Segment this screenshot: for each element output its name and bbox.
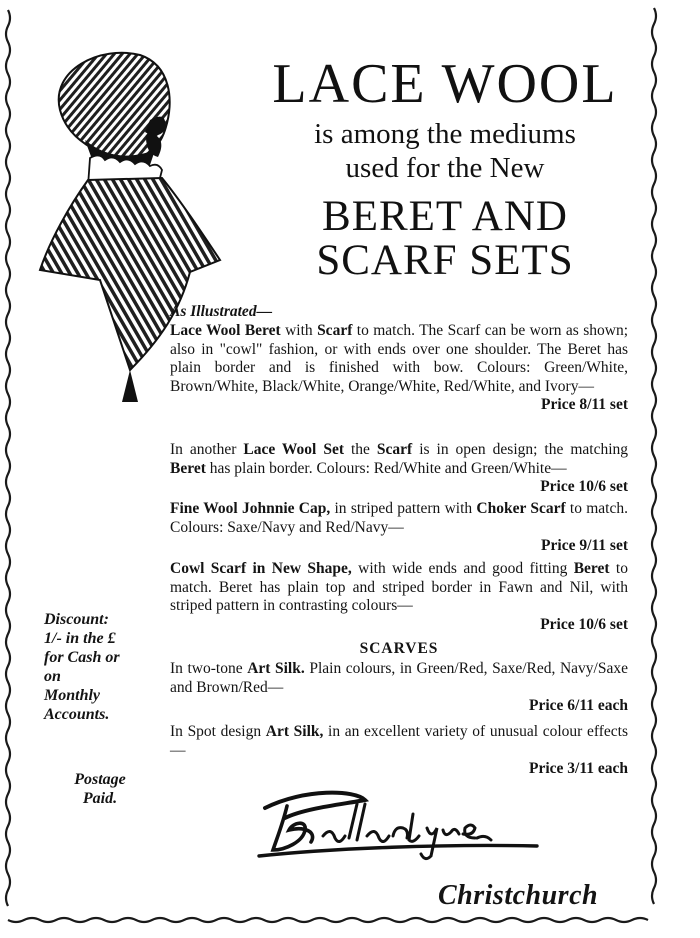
product-highlight: Scarf xyxy=(317,322,353,339)
discount-note xyxy=(44,610,164,724)
discount-line: Discount: xyxy=(44,611,109,628)
product-price: Price 10/6 set xyxy=(540,615,628,633)
headline-beret-and: BERET AND xyxy=(322,193,568,240)
product-text: with xyxy=(280,322,318,339)
product-price: Price 3/11 each xyxy=(529,760,628,777)
ballantynes-signature-logo xyxy=(245,778,545,868)
product-text: is in open design; the matching xyxy=(412,441,629,458)
product-two-tone-art-silk xyxy=(170,660,628,716)
product-spot-art-silk xyxy=(170,723,628,779)
product-text: Plain colours, in Green/Red, Saxe/Red, Navy/Saxe and Brown/Red— xyxy=(170,660,628,696)
product-price: Price 9/11 set xyxy=(541,537,628,554)
product-text: In Spot design xyxy=(170,723,266,740)
discount-line: for Cash or xyxy=(44,649,120,666)
headline-scarf-sets: SCARF SETS xyxy=(316,237,574,284)
product-price: Price 10/6 set xyxy=(540,478,628,495)
product-text: In another xyxy=(170,441,244,458)
discount-line: Monthly xyxy=(44,687,101,704)
product-text: to match. The Scarf can be worn as shown; also in "cowl" fashion, or with ends over one shoulder. The Beret has plain border and is finished with bow. Colours: Green/White, Brown/White, Black/White, Orange/White, Red/White, and Ivory— xyxy=(170,322,628,395)
headline-lace-wool: LACE WOOL xyxy=(272,53,618,115)
discount-line: Accounts. xyxy=(44,706,110,723)
product-name: Art Silk, xyxy=(265,723,324,740)
product-text: to match. Beret has plain top and striped border in Fawn and Nil, with striped pattern in contrasting colours— xyxy=(170,560,628,614)
headline-subtitle-line1: is among the mediums xyxy=(314,118,576,150)
postage-line: Paid. xyxy=(82,790,118,807)
product-text: the xyxy=(344,441,377,458)
product-highlight: Beret xyxy=(170,459,206,477)
city-christchurch: Christchurch xyxy=(438,880,599,911)
postage-line: Postage xyxy=(74,771,126,788)
product-highlight: Choker Scarf xyxy=(476,500,566,517)
product-text: has plain border. Colours: Red/White and Green/White— xyxy=(205,459,567,477)
product-lace-wool-beret xyxy=(170,322,628,415)
product-text: in an excellent variety of unusual colour effects— xyxy=(170,723,629,759)
product-cowl-scarf xyxy=(170,560,628,634)
product-highlight: Scarf xyxy=(376,441,413,458)
product-name: Lace Wool Set xyxy=(243,441,345,458)
product-name: Art Silk. xyxy=(247,660,305,677)
headline-subtitle-line2: used for the New xyxy=(345,152,545,184)
product-text: in striped pattern with xyxy=(330,500,477,517)
product-name: Cowl Scarf in New Shape, xyxy=(170,560,352,577)
product-text: with wide ends and good fitting xyxy=(351,560,574,577)
discount-line: 1/- in the £ xyxy=(44,630,116,647)
product-name: Fine Wool Johnnie Cap, xyxy=(170,500,331,517)
product-name: Lace Wool Beret xyxy=(170,322,281,339)
product-johnnie-cap xyxy=(170,500,628,556)
product-price: Price 8/11 set xyxy=(541,396,628,413)
product-text: In two-tone xyxy=(170,660,248,677)
product-highlight: Beret xyxy=(573,560,610,577)
intro-as-illustrated: As Illustrated— xyxy=(170,303,273,320)
product-lace-wool-set xyxy=(170,441,628,497)
product-text: to match. Colours: Saxe/Navy and Red/Navy— xyxy=(170,500,628,536)
discount-line: on xyxy=(44,668,61,685)
postage-note xyxy=(60,770,140,808)
scarves-heading: SCARVES xyxy=(359,640,439,657)
product-price: Price 6/11 each xyxy=(529,697,628,714)
